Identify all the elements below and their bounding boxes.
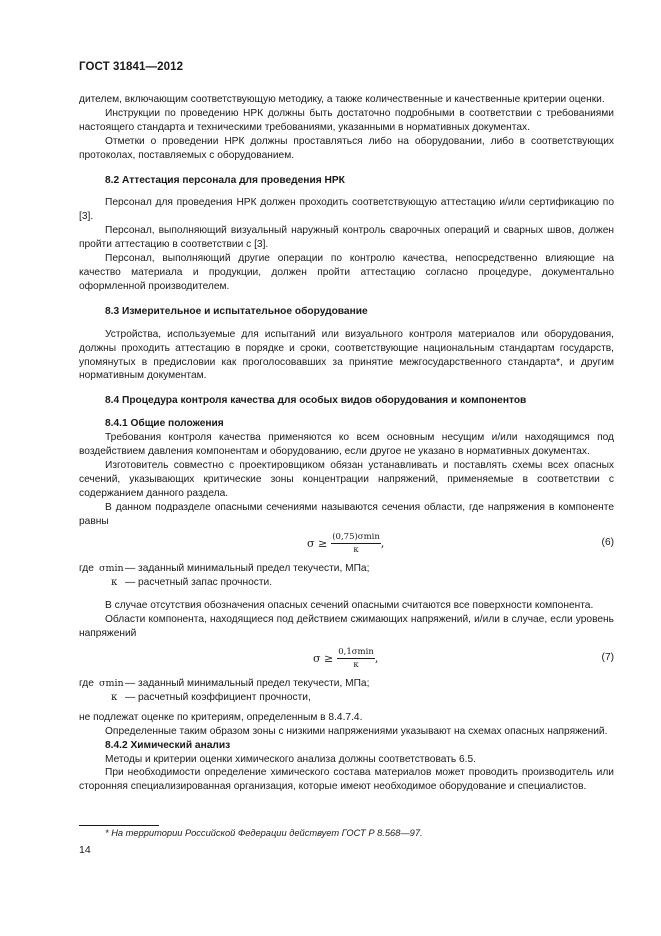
symbol-kappa: κ [111, 577, 118, 589]
formula-7 [79, 645, 614, 673]
paragraph: Методы и критерии оценки химического анализа должны соответствовать 6.5. [105, 753, 476, 765]
formula-denominator: κ [353, 545, 359, 556]
formula-fraction [331, 532, 381, 555]
definition: — расчетный запас прочности. [125, 577, 273, 589]
paragraph: В случае отсутствия обозначения опасных сечений опасными считаются все поверхности компонента. [105, 600, 594, 612]
page-number: 14 [79, 844, 91, 856]
formula-denominator: κ [353, 660, 359, 670]
where-clause-7 [79, 677, 614, 705]
formula-fraction [337, 647, 375, 670]
paragraph: Персонал для проведения НРК должен проходить соответствующую аттестацию и/или сертификацию по [3]. [79, 197, 614, 223]
formula-lhs: σ ≥ [307, 537, 328, 551]
formula-tail: , [374, 651, 379, 665]
paragraph: Инструкции по проведению НРК должны быть достаточно подробными в соответствии с требованиями настоящего стандарта и техническими требованиями, указанными в нормативных документах. [79, 107, 614, 133]
formula-6 [79, 530, 614, 558]
footnote-divider [79, 825, 159, 826]
document-body [79, 93, 614, 794]
formula-number: (6) [601, 537, 614, 549]
formula-lhs: σ ≥ [313, 651, 334, 665]
where-lead: где [79, 678, 94, 689]
where-clause-6 [79, 562, 614, 590]
paragraph: Изготовитель совместно с проектировщиком обязан устанавливать и поставлять схемы всех опасных сечений, указывающих критические зоны концентрации напряжений, применяемые в соответствии с содержанием данного раздела. [79, 459, 614, 499]
paragraph: Определенные таким образом зоны с низкими напряжениями указывают на схемах опасных напряжений. [105, 725, 608, 737]
definition: — заданный минимальный предел текучести, МПа; [125, 563, 370, 575]
paragraph: Отметки о проведении НРК должны проставляться либо на оборудовании, либо в соответствующих протоколах, поставляемых с оборудованием. [79, 135, 614, 161]
paragraph: Устройства, используемые для испытаний или визуального контроля материалов или оборудования, должны проходить аттестацию в порядке и сроки, соответствующие национальным стандартам государств, упомянутых в предисловии как проголосовавших за принятие межгосударственного стандарта*, и другим нормативным документам. [79, 328, 614, 382]
paragraph: не подлежат оценке по критериям, определенным в 8.4.7.4. [79, 711, 363, 723]
section-heading-8-4: 8.4 Процедура контроля качества для особых видов оборудования и компонентов [105, 395, 527, 407]
where-lead: где [79, 563, 94, 575]
definition: — заданный минимальный предел текучести, МПа; [125, 678, 370, 689]
paragraph: Области компонента, находящиеся под действием сжимающих напряжений, и/или в случае, если уровень напряжений [79, 614, 614, 640]
paragraph: Персонал, выполняющий визуальный наружный контроль сварочных операций и сварных швов, должен пройти аттестацию в соответствии с [3]. [79, 225, 614, 251]
definition: — расчетный коэффициент прочности, [125, 691, 311, 703]
symbol-sigma-min: σmin [99, 563, 124, 575]
formula-numerator: 0,1σmin [338, 647, 374, 657]
section-heading-8-2: 8.2 Аттестация персонала для проведения НРК [105, 174, 345, 186]
section-heading-8-3: 8.3 Измерительное и испытательное оборудование [105, 305, 368, 317]
formula-numerator: (0,75)σmin [332, 532, 380, 543]
subsection-heading-8-4-2: 8.4.2 Химический анализ [105, 739, 231, 751]
symbol-sigma-min: σmin [99, 678, 124, 689]
paragraph: дителем, включающим соответствующую методику, а также количественные и качественные критерии оценки. [79, 94, 605, 105]
paragraph: При необходимости определение химического состава материалов может проводить производитель или сторонняя специализированная организация, которые имеют необходимое оборудование и специалистов. [79, 767, 614, 793]
footnote: * На территории Российской Федерации действует ГОСТ Р 8.568—97. [105, 828, 423, 838]
symbol-kappa: κ [111, 691, 118, 703]
subsection-heading-8-4-1: 8.4.1 Общие положения [105, 418, 224, 430]
paragraph: В данном подразделе опасными сечениями называются сечения области, где напряжения в компоненте равны [79, 501, 614, 527]
document-header: ГОСТ 31841—2012 [79, 61, 184, 73]
paragraph: Персонал, выполняющий другие операции по контролю качества, непосредственно влияющие на качество материала и продукции, должен пройти аттестацию согласно процедуре, документально оформленной производителем. [79, 253, 614, 292]
formula-number: (7) [601, 652, 614, 663]
paragraph: Требования контроля качества применяются ко всем основным несущим и/или находящимся под воздействием давления компонентам и оборудованию, если другое не указано в нормативных документах. [79, 432, 614, 458]
formula-tail: , [380, 537, 385, 551]
